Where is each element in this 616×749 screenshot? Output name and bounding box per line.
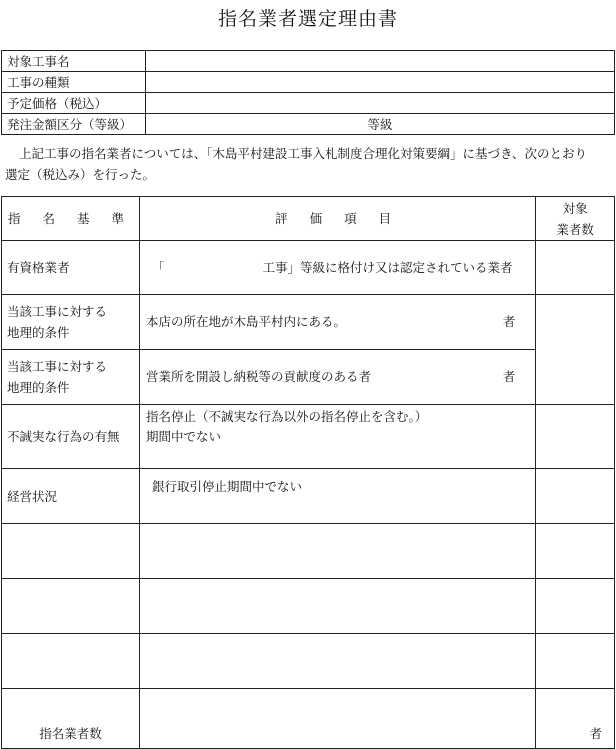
row1-eval-open: 「 — [152, 259, 165, 275]
order-class-label: 発注金額区分（等級） — [2, 114, 146, 135]
row2-unit: 者 — [502, 314, 516, 329]
row3-criteria-line1: 当該工事に対する — [7, 359, 108, 374]
table-row — [2, 241, 615, 295]
row2-criteria — [2, 295, 140, 350]
row1-eval-text: 工事」等級に格付け又は認定されている業者 — [262, 259, 513, 275]
selection-table — [1, 196, 615, 749]
table-row — [2, 350, 615, 405]
row8-count[interactable] — [536, 634, 615, 689]
footer-eval[interactable] — [140, 689, 536, 749]
row5-count[interactable] — [536, 469, 615, 524]
header-eval-text: 評 価 項 目 — [275, 210, 401, 226]
row4-eval-line2: 期間中でない — [146, 429, 222, 444]
work-name-label: 対象工事名 — [2, 51, 146, 72]
info-row-planned-price — [2, 93, 615, 114]
row2-criteria-line1: 当該工事に対する — [7, 304, 108, 319]
row7-criteria[interactable] — [2, 579, 140, 634]
header-criteria-text: 指 名 基 準 — [8, 211, 133, 226]
table-row-empty — [2, 524, 615, 579]
row6-criteria[interactable] — [2, 524, 140, 579]
row1-criteria: 有資格業者 — [2, 241, 140, 295]
row3-eval-content — [146, 367, 535, 387]
row5-eval: 銀行取引停止期間中でない — [140, 469, 536, 524]
table-row — [2, 405, 615, 469]
description-paragraph — [5, 143, 613, 185]
row1-eval — [140, 241, 536, 295]
paragraph-line-1: 上記工事の指名業者については、「木島平村建設工事入札制度合理化対策要綱」に基づき、次のとおり — [19, 146, 588, 161]
row5-criteria: 経営状況 — [2, 469, 140, 524]
footer-unit: 者 — [536, 689, 615, 749]
header-criteria — [2, 197, 140, 241]
row4-criteria: 不誠実な行為の有無 — [2, 405, 140, 469]
row4-count[interactable] — [536, 405, 615, 469]
row3-eval — [140, 350, 536, 405]
row4-eval-line1: 指名停止（不誠実な行為以外の指名停止を含む。） — [146, 409, 428, 424]
row6-count[interactable] — [536, 524, 615, 579]
row3-criteria — [2, 350, 140, 405]
row8-criteria[interactable] — [2, 634, 140, 689]
info-row-work-name — [2, 51, 615, 72]
work-type-value[interactable] — [146, 72, 615, 93]
row7-count[interactable] — [536, 579, 615, 634]
info-row-order-class — [2, 114, 615, 135]
order-class-value[interactable]: 等級 — [146, 114, 615, 135]
header-count-line2: 業者数 — [556, 221, 594, 237]
work-type-label: 工事の種類 — [2, 72, 146, 93]
header-eval — [140, 197, 536, 241]
paragraph-line-2: 選定（税込み）を行った。 — [5, 167, 156, 182]
row2-3-count[interactable] — [536, 295, 615, 405]
row3-unit: 者 — [502, 369, 516, 384]
table-row — [2, 469, 615, 524]
table-row — [2, 295, 615, 350]
document-title: 指名業者選定理由書 — [217, 8, 398, 30]
table-row-empty — [2, 634, 615, 689]
header-count-line1: 対象 — [562, 200, 588, 216]
header-count — [536, 197, 615, 241]
work-info-table — [1, 50, 615, 135]
row3-criteria-line2: 地理的条件 — [7, 380, 70, 395]
table-header-row — [2, 197, 615, 241]
row1-count[interactable] — [536, 241, 615, 295]
planned-price-label: 予定価格（税込） — [2, 93, 146, 114]
row2-eval-content — [146, 312, 535, 332]
planned-price-value[interactable] — [146, 93, 615, 114]
row8-eval[interactable] — [140, 634, 536, 689]
row6-eval[interactable] — [140, 524, 536, 579]
row2-criteria-line2: 地理的条件 — [7, 325, 70, 340]
info-row-work-type — [2, 72, 615, 93]
row2-eval-text: 本店の所在地が木島平村内にある。 — [146, 314, 347, 329]
row4-eval — [140, 405, 536, 469]
row3-eval-text: 営業所を開設し納税等の貢献度のある者 — [146, 369, 372, 384]
row7-eval[interactable] — [140, 579, 536, 634]
work-name-value[interactable] — [146, 51, 615, 72]
table-row-empty — [2, 579, 615, 634]
row2-eval — [140, 295, 536, 350]
table-footer-row — [2, 689, 615, 749]
footer-label: 指名業者数 — [2, 689, 140, 749]
